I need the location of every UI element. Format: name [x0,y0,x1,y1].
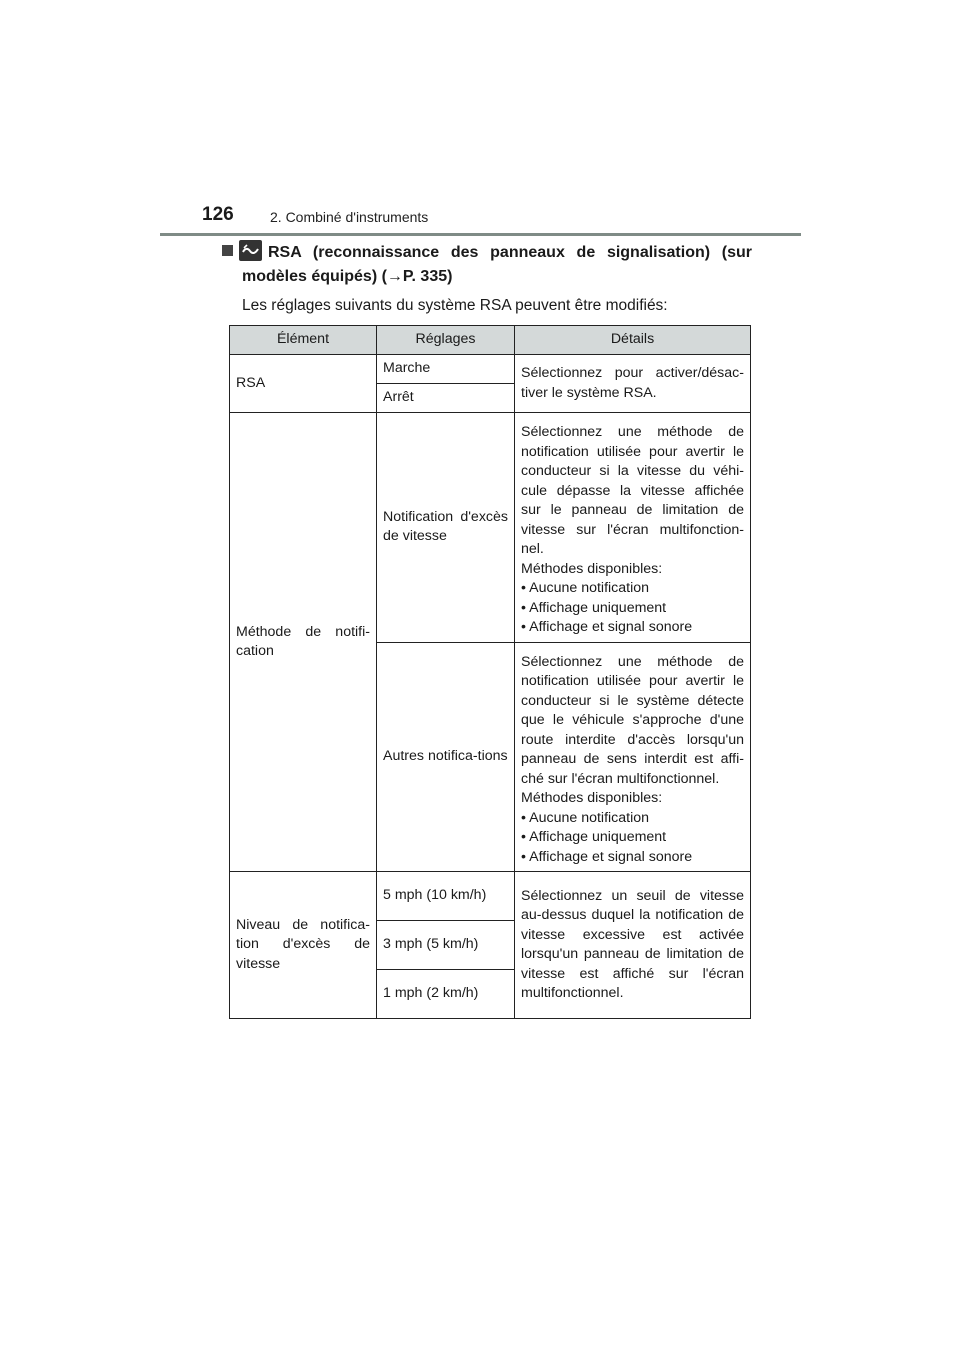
table-row [230,413,751,643]
heading-page-ref[interactable]: P. 335) [402,268,453,285]
cell-details-speed-notification [515,413,751,643]
cell-setting-3mph: 3 mph (5 km/h) [377,921,515,970]
arrow-icon: → [386,268,403,285]
cell-setting-1mph: 1 mph (2 km/h) [377,970,515,1019]
list-item: • Affichage uniquement [521,828,744,848]
cell-element-level: Niveau de notifica-tion d'excès de vitesse [230,872,377,1019]
rsa-section [222,240,752,317]
table-header-row [230,326,751,355]
list-item: • Aucune notification [521,579,744,599]
cell-element-rsa: RSA [230,355,377,413]
header-details: Détails [515,326,751,355]
heading-text-line1: RSA (reconnaissance des panneaux de signalisation) (sur [268,244,752,261]
methods-title: Méthodes disponibles: [521,790,663,806]
details-text: Sélectionnez une méthode de notification utilisée pour avertir le conducteur si la vitesse du véhi-cule dépasse la vitesse affichée sur le panneau de limitation de vitesse sur l'écran multifonction-nel. [521,424,744,557]
cell-setting-5mph: 5 mph (10 km/h) [377,872,515,921]
cell-setting-other-notifications: Autres notifica-tions [377,642,515,872]
cell-details-rsa: Sélectionnez pour activer/désac-tiver le système RSA. [515,355,751,413]
intro-text: Les réglages suivants du système RSA peuvent être modifiés: [242,297,668,314]
header-element: Élément [230,326,377,355]
cell-element-method: Méthode de notifi-cation [230,413,377,872]
page-header [160,204,801,236]
cell-setting-speed-notification: Notification d'excès de vitesse [377,413,515,643]
page-number: 126 [202,204,234,225]
chapter-title: 2. Combiné d'instruments [270,209,429,225]
header-settings: Réglages [377,326,515,355]
list-item: • Affichage et signal sonore [521,618,744,638]
heading-text-line2: modèles équipés) ( [242,268,387,285]
list-item: • Affichage uniquement [521,599,744,619]
details-text: Sélectionnez une méthode de notification utilisée pour avertir le conducteur si le système détecte que le véhicule s'approche d'une route interdite d'accès lorsqu'un panneau de sens interdit est affi-ché sur l'écran multifonctionnel. [521,653,744,787]
rsa-sign-icon [239,240,262,261]
list-item: • Affichage et signal sonore [521,848,744,868]
table-row [230,355,751,384]
list-item: • Aucune notification [521,809,744,829]
methods-title: Méthodes disponibles: [521,560,663,577]
header-rule [160,233,801,236]
cell-setting-arret: Arrêt [377,384,515,413]
table-row [230,872,751,921]
cell-details-level: Sélectionnez un seuil de vitesse au-dessus duquel la notification de vitesse excessive est activée lorsqu'un panneau de limitation de vitesse est affiché sur l'écran multifonctionnel. [515,872,751,1019]
cell-details-other-notifications [515,642,751,872]
cell-setting-marche: Marche [377,355,515,384]
section-heading [222,240,752,289]
square-bullet-icon [222,245,233,256]
settings-table [229,325,751,1019]
